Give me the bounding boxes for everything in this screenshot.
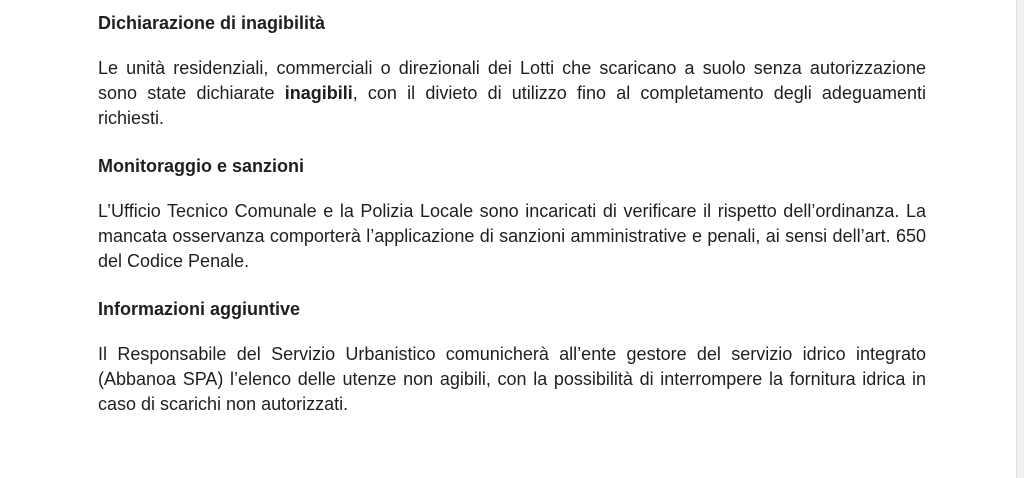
section-title: Informazioni aggiuntive [98, 299, 301, 319]
section-paragraph: Il Responsabile del Servizio Urbanistico comunicherà all’ente gestore del servizio idrico integrato (Abbanoa SPA) l’elenco delle utenze non agibili, con la possibilità di interrompere la fornitura idrica in caso di scarichi non autorizzati. [98, 344, 926, 414]
section-title: Monitoraggio e sanzioni [98, 156, 304, 176]
document-content [98, 10, 926, 417]
scrollbar-track[interactable] [1016, 0, 1024, 478]
section-dichiarazione [98, 10, 926, 131]
paragraph-text: Le unità residenziali, commerciali o direzionali dei Lotti che scaricano a suolo senza autorizzazione sono state dichiarate [98, 58, 926, 103]
section-informazioni [98, 296, 926, 417]
bold-term: inagibili [284, 83, 353, 103]
section-monitoraggio [98, 153, 926, 274]
section-title: Dichiarazione di inagibilità [98, 13, 326, 33]
section-paragraph [98, 56, 926, 131]
paragraph-text: , con il divieto di utilizzo fino al completamento degli adeguamenti richiesti. [98, 83, 926, 128]
section-paragraph: L’Ufficio Tecnico Comunale e la Polizia Locale sono incaricati di verificare il rispetto dell’ordinanza. La mancata osservanza comporterà l’applicazione di sanzioni amministrative e penali, ai sensi dell’art. 650 del Codice Penale. [98, 201, 926, 271]
